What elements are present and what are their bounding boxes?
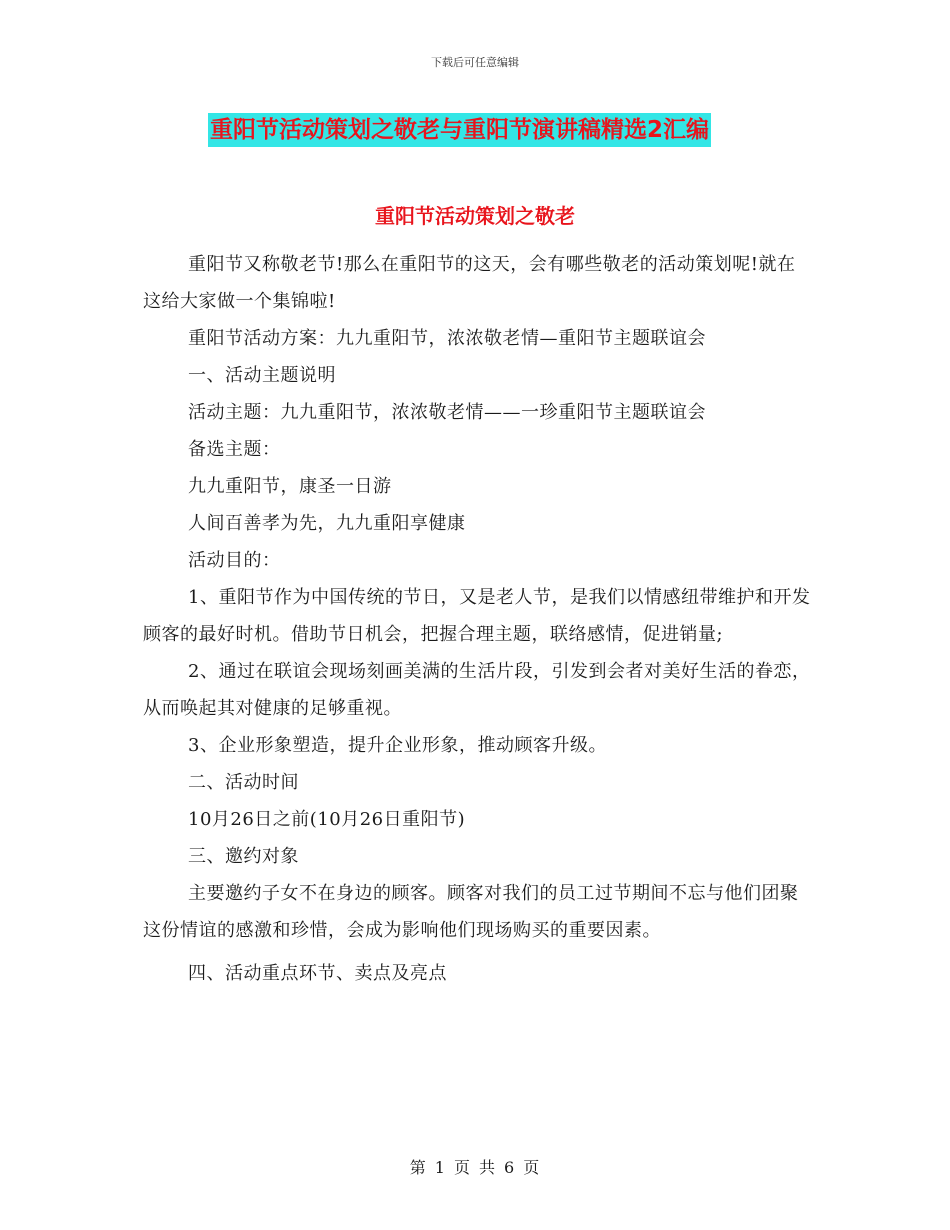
footer-label-ye: 页 [453,1158,471,1177]
paragraph: 九九重阳节，康圣一日游 [188,476,392,497]
paragraph: 3、企业形象塑造，提升企业形象，推动顾客升级。 [188,735,607,756]
paragraph: 人间百善孝为先，九九重阳享健康 [188,513,466,534]
paragraph: 二、活动时间 [188,772,299,793]
current-page-number: 1 [434,1158,446,1177]
paragraph: 1、重阳节作为中国传统的节日，又是老人节，是我们以情感纽带维护和开发顾客的最好时机。借助节日机会，把握合理主题，联络感情，促进销量; [143,587,811,645]
document-title: 重阳节活动策划之敬老与重阳节演讲稿精选2汇编 [208,113,711,147]
paragraph: 主要邀约子女不在身边的顾客。顾客对我们的员工过节期间不忘与他们团聚这份情谊的感激和珍惜，会成为影响他们现场购买的重要因素。 [143,883,799,941]
paragraph: 重阳节活动方案：九九重阳节，浓浓敬老情—重阳节主题联谊会 [188,328,706,349]
paragraph: 四、活动重点环节、卖点及亮点 [188,963,447,984]
paragraph: 活动主题：九九重阳节，浓浓敬老情——一珍重阳节主题联谊会 [188,402,706,423]
header-note: 下载后可任意编辑 [431,56,519,69]
total-pages-number: 6 [504,1158,516,1177]
paragraph: 一、活动主题说明 [188,365,336,386]
paragraph: 2、通过在联谊会现场刻画美满的生活片段，引发到会者对美好生活的眷恋，从而唤起其对健康的足够重视。 [143,661,811,719]
footer-label-page: 第 [409,1158,427,1177]
paragraph: 活动目的： [188,550,281,571]
paragraph: 三、邀约对象 [188,846,299,867]
paragraph: 10月26日之前(10月26日重阳节) [188,809,466,830]
document-body [143,246,813,992]
page-footer [0,1155,950,1178]
paragraph: 重阳节又称敬老节!那么在重阳节的这天，会有哪些敬老的活动策划呢!就在这给大家做一个集锦啦! [143,254,796,312]
section-title: 重阳节活动策划之敬老 [375,204,575,228]
footer-label-total: 共 [479,1158,497,1177]
paragraph: 备选主题： [188,439,281,460]
footer-label-ye2: 页 [523,1158,541,1177]
